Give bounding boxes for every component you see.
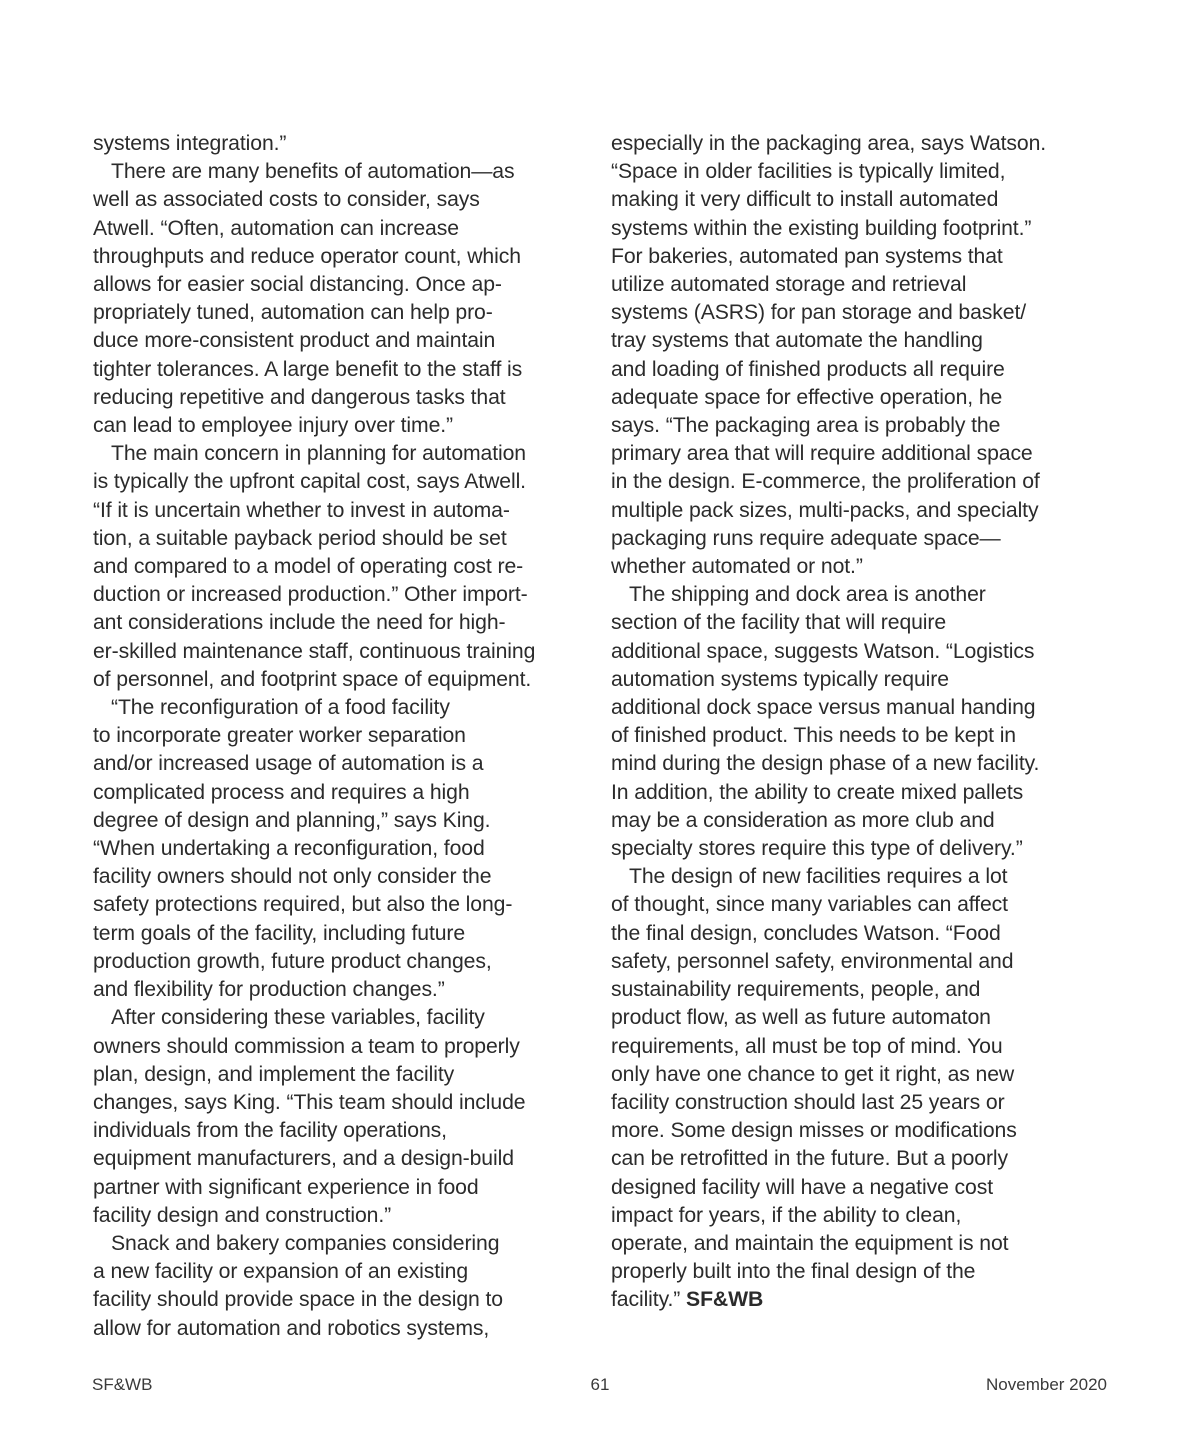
- text-line: After considering these variables, facility: [111, 1006, 485, 1030]
- text-line: whether automated or not.”: [611, 555, 863, 579]
- text-line: specialty stores require this type of delivery.”: [611, 837, 1023, 861]
- text-line: a new facility or expansion of an existing: [93, 1260, 469, 1284]
- text-line: multiple pack sizes, multi-packs, and specialty: [611, 498, 1039, 522]
- text-line: can lead to employee injury over time.”: [93, 414, 453, 438]
- text-line: facility owners should not only consider the: [93, 865, 492, 889]
- text-line: adequate space for effective operation, he: [611, 385, 1003, 409]
- text-line: allow for automation and robotics systems,: [93, 1316, 490, 1340]
- text-line: tray systems that automate the handling: [611, 329, 983, 353]
- text-line: ant considerations include the need for high-: [93, 611, 506, 635]
- text-line: making it very difficult to install automated: [611, 188, 999, 212]
- text-line: and loading of finished products all require: [611, 357, 1005, 381]
- text-line: additional dock space versus manual handing: [611, 696, 1036, 720]
- text-line: operate, and maintain the equipment is not: [611, 1231, 1009, 1255]
- text-line: automation systems typically require: [611, 667, 949, 691]
- footer-issue-date: November 2020: [986, 1375, 1107, 1394]
- text-line: primary area that will require additional space: [611, 442, 1033, 466]
- text-line: term goals of the facility, including future: [93, 921, 466, 945]
- text-line: Snack and bakery companies considering: [111, 1231, 500, 1255]
- text-line: packaging runs require adequate space—: [611, 526, 1001, 550]
- text-line: facility design and construction.”: [93, 1203, 392, 1227]
- text-line: For bakeries, automated pan systems that: [611, 244, 1003, 268]
- text-line: er-skilled maintenance staff, continuous training: [93, 639, 536, 663]
- text-line: can be retrofitted in the future. But a poorly: [611, 1147, 1009, 1171]
- closing-text: facility.”: [611, 1288, 681, 1312]
- text-line: and compared to a model of operating cost re-: [93, 555, 524, 579]
- text-line: “The reconfiguration of a food facility: [111, 696, 450, 720]
- text-line: equipment manufacturers, and a design-build: [93, 1147, 514, 1171]
- text-line: utilize automated storage and retrieval: [611, 273, 967, 297]
- text-line: says. “The packaging area is probably the: [611, 414, 1001, 438]
- text-line: the final design, concludes Watson. “Food: [611, 921, 1001, 945]
- text-line: may be a consideration as more club and: [611, 808, 995, 832]
- text-line: allows for easier social distancing. Once ap-: [93, 273, 502, 297]
- text-line: only have one chance to get it right, as new: [611, 1062, 1015, 1086]
- text-line: sustainability requirements, people, and: [611, 978, 981, 1002]
- text-line: more. Some design misses or modifications: [611, 1119, 1017, 1143]
- text-line: reducing repetitive and dangerous tasks that: [93, 385, 506, 409]
- text-line: product flow, as well as future automaton: [611, 1006, 991, 1030]
- text-line: facility construction should last 25 years or: [611, 1090, 1005, 1114]
- text-line: requirements, all must be top of mind. You: [611, 1034, 1003, 1058]
- text-line: systems within the existing building footprint.”: [611, 216, 1032, 240]
- text-line: “If it is uncertain whether to invest in automa-: [93, 498, 510, 522]
- footer-page-number: 61: [590, 1375, 610, 1394]
- text-line: properly built into the final design of the: [611, 1260, 976, 1284]
- text-line: designed facility will have a negative cost: [611, 1175, 993, 1199]
- text-line: throughputs and reduce operator count, which: [93, 244, 521, 268]
- text-line: mind during the design phase of a new facility.: [611, 752, 1040, 776]
- text-line: tion, a suitable payback period should be set: [93, 526, 507, 550]
- footer-publication: SF&WB: [92, 1375, 153, 1394]
- text-line: of personnel, and footprint space of equipment.: [93, 667, 532, 691]
- text-line: production growth, future product changes,: [93, 949, 492, 973]
- text-line: well as associated costs to consider, says: [93, 188, 480, 212]
- text-line: propriately tuned, automation can help pro-: [93, 301, 493, 325]
- text-line: “When undertaking a reconfiguration, food: [93, 837, 485, 861]
- text-line: section of the facility that will require: [611, 611, 947, 635]
- text-line: of thought, since many variables can affect: [611, 893, 1008, 917]
- text-line: complicated process and requires a high: [93, 780, 470, 804]
- text-line: safety, personnel safety, environmental and: [611, 949, 1014, 973]
- text-line: partner with significant experience in food: [93, 1175, 479, 1199]
- text-line: Atwell. “Often, automation can increase: [93, 216, 459, 240]
- text-line: and/or increased usage of automation is a: [93, 752, 484, 776]
- text-line: especially in the packaging area, says Watson.: [611, 132, 1047, 155]
- text-line: There are many benefits of automation—as: [111, 160, 515, 184]
- article-column-left: [93, 130, 589, 1343]
- text-line: safety protections required, but also the long-: [93, 893, 513, 917]
- text-line: to incorporate greater worker separation: [93, 724, 466, 748]
- text-line: facility should provide space in the design to: [93, 1288, 503, 1312]
- text-line: The shipping and dock area is another: [629, 583, 986, 607]
- text-line: individuals from the facility operations,: [93, 1119, 447, 1143]
- text-line: degree of design and planning,” says King.: [93, 808, 491, 832]
- text-line: plan, design, and implement the facility: [93, 1062, 455, 1086]
- text-line: additional space, suggests Watson. “Logistics: [611, 639, 1035, 663]
- text-line: The main concern in planning for automation: [111, 442, 526, 466]
- text-line: duce more-consistent product and maintain: [93, 329, 496, 353]
- text-line: in the design. E-commerce, the proliferation of: [611, 470, 1040, 494]
- text-line: and flexibility for production changes.”: [93, 978, 445, 1002]
- closing-line: [611, 1286, 1107, 1314]
- text-line: impact for years, if the ability to clean,: [611, 1203, 962, 1227]
- text-line: of finished product. This needs to be kept in: [611, 724, 1016, 748]
- text-line: duction or increased production.” Other import-: [93, 583, 528, 607]
- text-line: changes, says King. “This team should include: [93, 1090, 526, 1114]
- text-line: The design of new facilities requires a lot: [629, 865, 1008, 889]
- text-line: is typically the upfront capital cost, says Atwell.: [93, 470, 526, 494]
- text-line: systems (ASRS) for pan storage and basket/: [611, 301, 1027, 325]
- text-line: owners should commission a team to properly: [93, 1034, 520, 1058]
- text-line: systems integration.”: [93, 132, 287, 155]
- article-signature: SF&WB: [686, 1288, 764, 1312]
- text-line: In addition, the ability to create mixed pallets: [611, 780, 1024, 804]
- text-line: “Space in older facilities is typically limited,: [611, 160, 1006, 184]
- article-column-right: [611, 130, 1107, 1315]
- text-line: tighter tolerances. A large benefit to the staff is: [93, 357, 523, 381]
